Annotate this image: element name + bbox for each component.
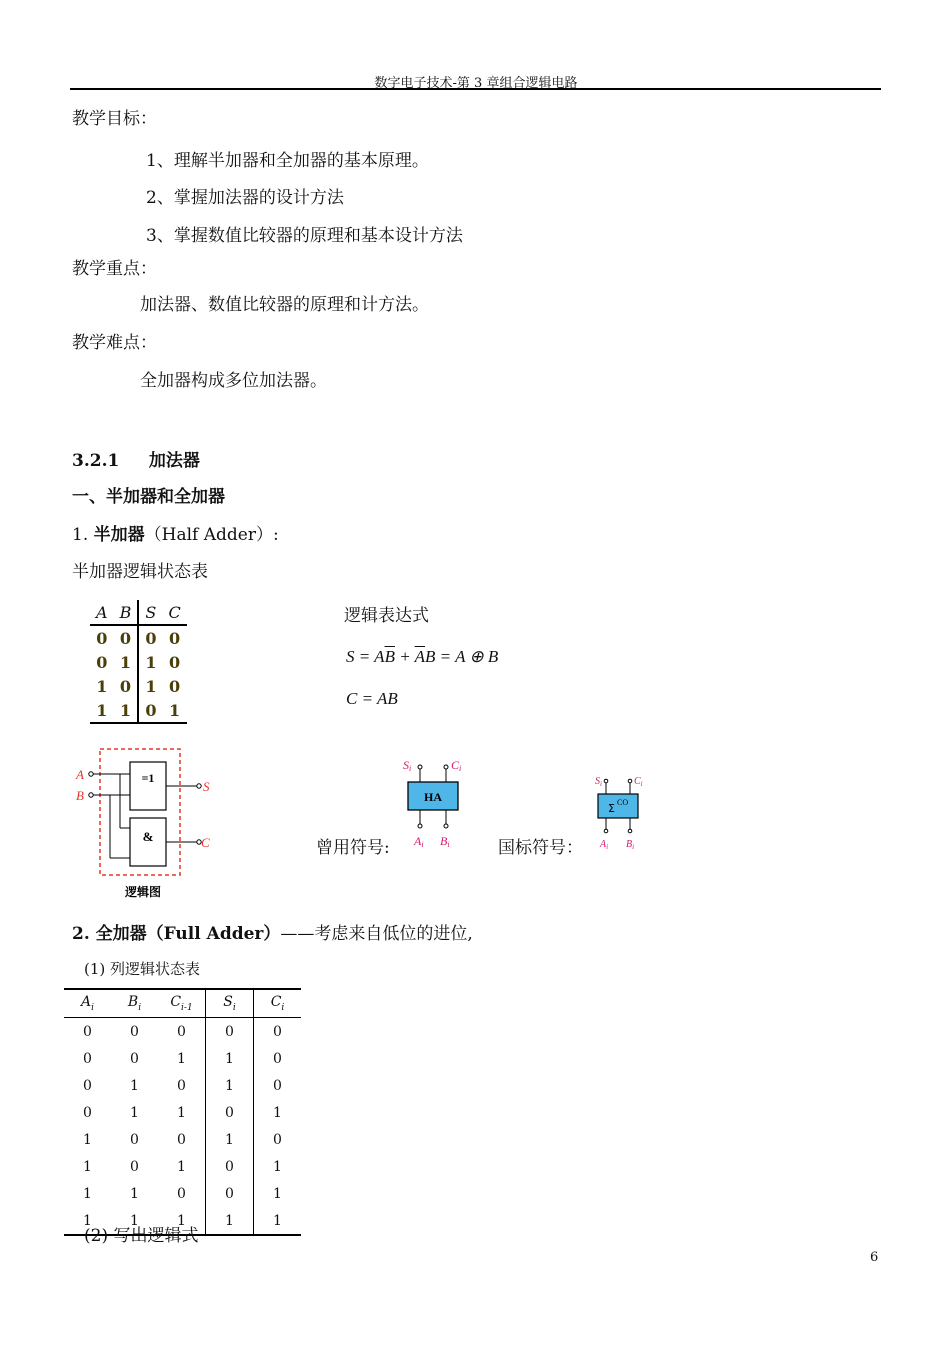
table-cell: 0: [206, 1018, 254, 1046]
table-cell: 0: [177, 1185, 186, 1202]
table-cell: 1: [90, 698, 114, 723]
objective-item: 1、理解半加器和全加器的基本原理。: [146, 151, 429, 171]
table-row: [90, 650, 187, 674]
table-cell: 1: [138, 674, 162, 698]
table-cell: 0: [130, 1158, 139, 1175]
objective-item: 2、掌握加法器的设计方法: [146, 188, 344, 208]
input-b-terminal: [89, 793, 93, 797]
table-cell: 0: [96, 652, 108, 672]
section-title: 加法器: [148, 451, 200, 471]
table-header-row: [64, 989, 301, 1018]
logic-expression-title: 逻辑表达式: [344, 606, 429, 626]
table-cell: 0: [169, 652, 181, 672]
table-row: [64, 1018, 301, 1046]
table-cell: 0: [130, 1050, 139, 1067]
logic-diagram-caption: 逻辑图: [124, 885, 162, 899]
header-cell: $C_i$: [254, 989, 302, 1018]
table-cell: 1: [83, 1185, 92, 1202]
table-cell: 1: [111, 1207, 158, 1235]
half-adder-truth-table: [90, 600, 187, 724]
table-cell: 1: [138, 650, 162, 674]
xor-gate: [130, 762, 166, 810]
table-row: [64, 1072, 301, 1099]
header-rule: [70, 88, 881, 90]
table-row: [64, 1099, 301, 1126]
header-cell: $C_{i-1}$: [158, 989, 206, 1018]
table-cell: 0: [119, 676, 132, 696]
table-cell: 1: [254, 1099, 302, 1126]
full-adder-heading: [72, 919, 473, 944]
table-cell: 0: [206, 1153, 254, 1180]
table-cell: 0: [96, 628, 108, 648]
table-cell: 1: [83, 1131, 92, 1148]
std-symbol-label: 国标符号：: [498, 838, 583, 858]
half-adder-heading-rest: （Half Adder）:: [144, 525, 279, 545]
objectives-title: 教学目标：: [72, 109, 157, 129]
table-cell: 1: [64, 1207, 111, 1235]
table-row: [64, 1126, 301, 1153]
page-header: 数字电子技术-第 3 章组合逻辑电路: [374, 76, 578, 91]
table-cell: 0: [83, 1077, 92, 1094]
full-adder-heading-rest: ——考虑来自低位的进位,: [280, 924, 473, 944]
section-number: 3.2.1: [72, 451, 120, 471]
co-label: CO: [617, 798, 629, 807]
half-adder-heading: [72, 520, 279, 545]
header-cell: C: [162, 600, 186, 625]
terminal: [418, 824, 422, 828]
full-adder-heading-bold: 2. 全加器（Full Adder）: [72, 924, 281, 944]
table-cell: 0: [254, 1072, 302, 1099]
table-cell: 0: [177, 1077, 186, 1094]
table-cell: 0: [83, 1104, 92, 1121]
output-s-terminal: [197, 784, 201, 788]
table-cell: 0: [177, 1023, 186, 1040]
expr-plus: +: [394, 647, 415, 666]
objective-item: 3、掌握数值比较器的原理和基本设计方法: [146, 226, 463, 246]
table-cell: 1: [254, 1153, 302, 1180]
table-cell: 1: [177, 1158, 186, 1175]
table-cell: 0: [83, 1023, 92, 1040]
half-adder-old-symbol: [396, 754, 476, 850]
terminal: [628, 779, 632, 783]
table-row: [64, 1180, 301, 1207]
table-cell: 0: [169, 676, 181, 696]
terminal: [444, 765, 448, 769]
table-cell: 0: [177, 1131, 186, 1148]
expr-s-rest: B = A ⊕ B: [425, 647, 499, 666]
b-i-label: Bi: [440, 834, 450, 849]
half-adder-standard-symbol: [588, 768, 652, 852]
table-cell: 1: [254, 1207, 302, 1235]
header-cell: S: [138, 600, 162, 625]
table-cell: 0: [83, 1050, 92, 1067]
half-adder-table-title: 半加器逻辑状态表: [72, 562, 208, 582]
table-cell: 0: [254, 1045, 302, 1072]
table-cell: 0: [138, 698, 162, 723]
table-cell: 0: [169, 628, 181, 648]
table-cell: 0: [206, 1180, 254, 1207]
terminal: [604, 779, 608, 783]
expr-a-bar: $\overline{A}$: [414, 647, 426, 666]
expression-c: C = AB: [346, 689, 398, 708]
table-cell: 1: [119, 652, 132, 672]
difficulties-text: 全加器构成多位加法器。: [140, 371, 327, 391]
table-cell: 1: [162, 698, 186, 723]
input-a-label: A: [76, 767, 84, 782]
table-cell: 1: [114, 698, 139, 723]
expression-s: [346, 647, 498, 667]
half-adder-heading-num: 1.: [72, 525, 89, 545]
table-row: [64, 1045, 301, 1072]
table-cell: 1: [206, 1072, 254, 1099]
b-i-label: $B_i$: [626, 839, 635, 851]
terminal: [604, 829, 608, 833]
terminal: [628, 829, 632, 833]
and-gate-label: &: [142, 829, 154, 844]
half-adder-logic-diagram: [70, 744, 210, 904]
table-cell: 1: [206, 1045, 254, 1072]
s-i-label: $S_i$: [595, 776, 602, 788]
section-heading: [72, 446, 200, 471]
table-cell: 1: [177, 1050, 186, 1067]
table-cell: 1: [206, 1126, 254, 1153]
table-cell: 0: [138, 625, 162, 650]
c-i-label: $C_i$: [634, 776, 643, 788]
table-cell: 1: [96, 676, 108, 696]
terminal: [418, 765, 422, 769]
table-row: [90, 625, 187, 650]
header-cell: B: [114, 600, 139, 625]
table-cell: 1: [206, 1207, 254, 1235]
full-adder-step2: (2) 写出逻辑式: [84, 1226, 199, 1246]
ha-box-label: HA: [424, 790, 442, 804]
table-cell: 0: [130, 1131, 139, 1148]
sigma-icon: Σ: [608, 802, 615, 815]
table-row: [90, 698, 187, 723]
xor-gate-label: =1: [141, 771, 155, 785]
full-adder-truth-table: [64, 988, 301, 1236]
expr-s-lhs: S = A: [346, 647, 385, 666]
key-points-title: 教学重点：: [72, 259, 157, 279]
output-s-label: S: [203, 779, 210, 794]
c-i-label: Ci: [451, 758, 462, 773]
table-cell: 1: [130, 1104, 139, 1121]
page-number: 6: [870, 1250, 879, 1265]
input-b-label: B: [76, 788, 84, 803]
header-cell: $B_i$: [111, 989, 158, 1018]
input-a-terminal: [89, 772, 93, 776]
table-cell: 1: [254, 1180, 302, 1207]
table-cell: 0: [206, 1099, 254, 1126]
table-cell: 0: [254, 1018, 302, 1046]
table-cell: 0: [119, 628, 132, 648]
difficulties-title: 教学难点：: [72, 333, 157, 353]
header-cell: $S_i$: [206, 989, 254, 1018]
old-symbol-label: 曾用符号:: [316, 838, 390, 858]
table-row: [64, 1153, 301, 1180]
table-cell: 1: [158, 1207, 206, 1235]
half-adder-heading-bold: 半加器: [93, 525, 145, 545]
key-points-text: 加法器、数值比较器的原理和计方法。: [140, 295, 429, 315]
header-cell: A: [90, 600, 114, 625]
table-cell: 1: [83, 1158, 92, 1175]
table-cell: 0: [254, 1126, 302, 1153]
subsection-heading: 一、半加器和全加器: [72, 487, 225, 507]
table-row: [90, 674, 187, 698]
header-cell: $A_i$: [64, 989, 111, 1018]
a-i-label: Ai: [414, 834, 424, 849]
table-header-row: [90, 600, 187, 625]
table-cell: 1: [130, 1185, 139, 1202]
output-c-label: C: [201, 835, 210, 850]
terminal: [444, 824, 448, 828]
expr-b-bar: $\overline{B}$: [384, 647, 395, 666]
s-i-label: Si: [403, 758, 412, 773]
a-i-label: $A_i$: [600, 839, 609, 851]
table-cell: 1: [130, 1077, 139, 1094]
table-cell: 0: [130, 1023, 139, 1040]
table-cell: 1: [177, 1104, 186, 1121]
full-adder-step1: (1) 列逻辑状态表: [84, 960, 201, 978]
